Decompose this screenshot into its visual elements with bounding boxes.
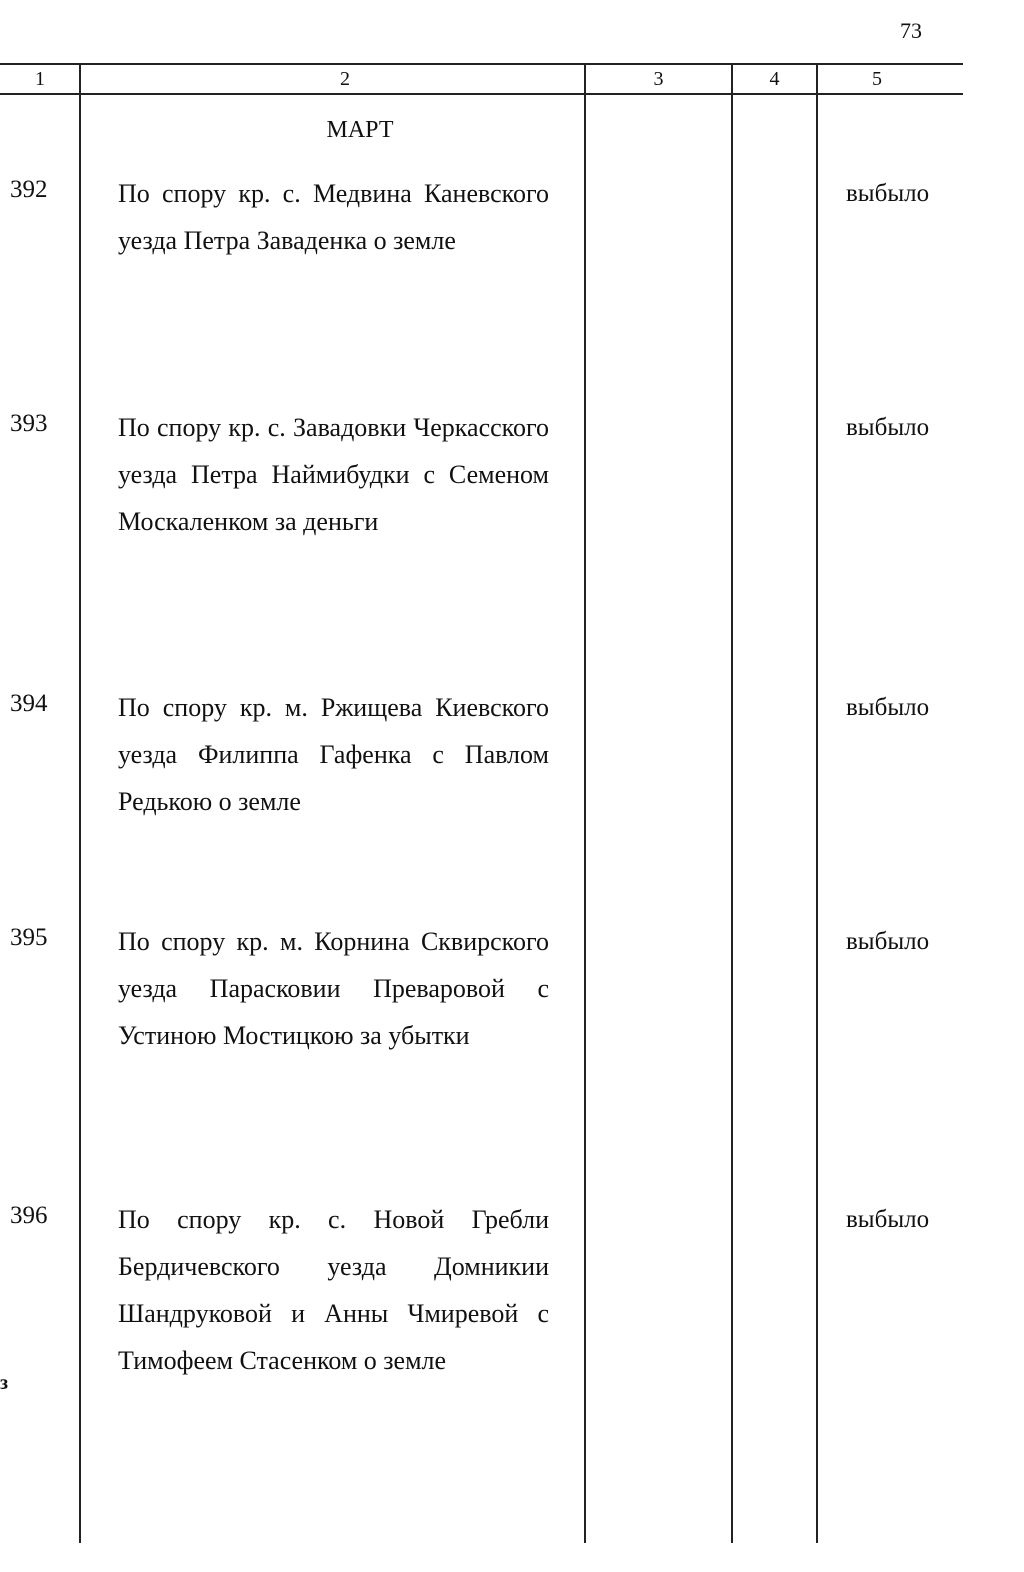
row-description: По спору кр. с. Новой Гребли Бердичевского уезда Домникии Шандруковой и Анны Чмиревой с Тимофеем Стасенком о земле [118,1205,549,1375]
row-description: По спору кр. м. Корнина Сквирского уезда Парасковии Преваровой с Устиною Мостицкою за убытки [118,927,549,1050]
column-divider-4 [816,63,818,1543]
header-col-1: 1 [35,68,45,90]
page-number: 73 [900,18,922,43]
section-title-month: МАРТ [326,117,394,143]
row-number: 393 [10,410,48,437]
header-col-2: 2 [340,68,350,90]
row-number: 396 [10,1202,48,1229]
margin-mark: з [0,1372,9,1394]
column-divider-2 [584,63,586,1543]
header-col-5: 5 [872,68,882,90]
row-status: выбыло [846,928,930,955]
row-description: По спору кр. с. Завадовки Черкасского уезда Петра Наймибудки с Семеном Москаленком за деньги [118,413,549,536]
row-status: выбыло [846,414,930,441]
column-divider-3 [731,63,733,1543]
header-bottom-border [0,93,963,95]
row-status: выбыло [846,694,930,721]
row-number: 392 [10,176,48,203]
row-status: выбыло [846,180,930,207]
header-col-3: 3 [653,68,664,90]
column-divider-1 [79,63,81,1543]
row-description: По спору кр. с. Медвина Каневского уезда Петра Заваденка о земле [118,179,549,255]
row-number: 395 [10,924,48,951]
row-status: выбыло [846,1206,930,1233]
row-description: По спору кр. м. Ржищева Киевского уезда Филиппа Гафенка с Павлом Редькою о земле [118,693,549,816]
row-number: 394 [10,690,48,717]
table-top-border [0,63,963,65]
header-col-4: 4 [769,68,780,90]
